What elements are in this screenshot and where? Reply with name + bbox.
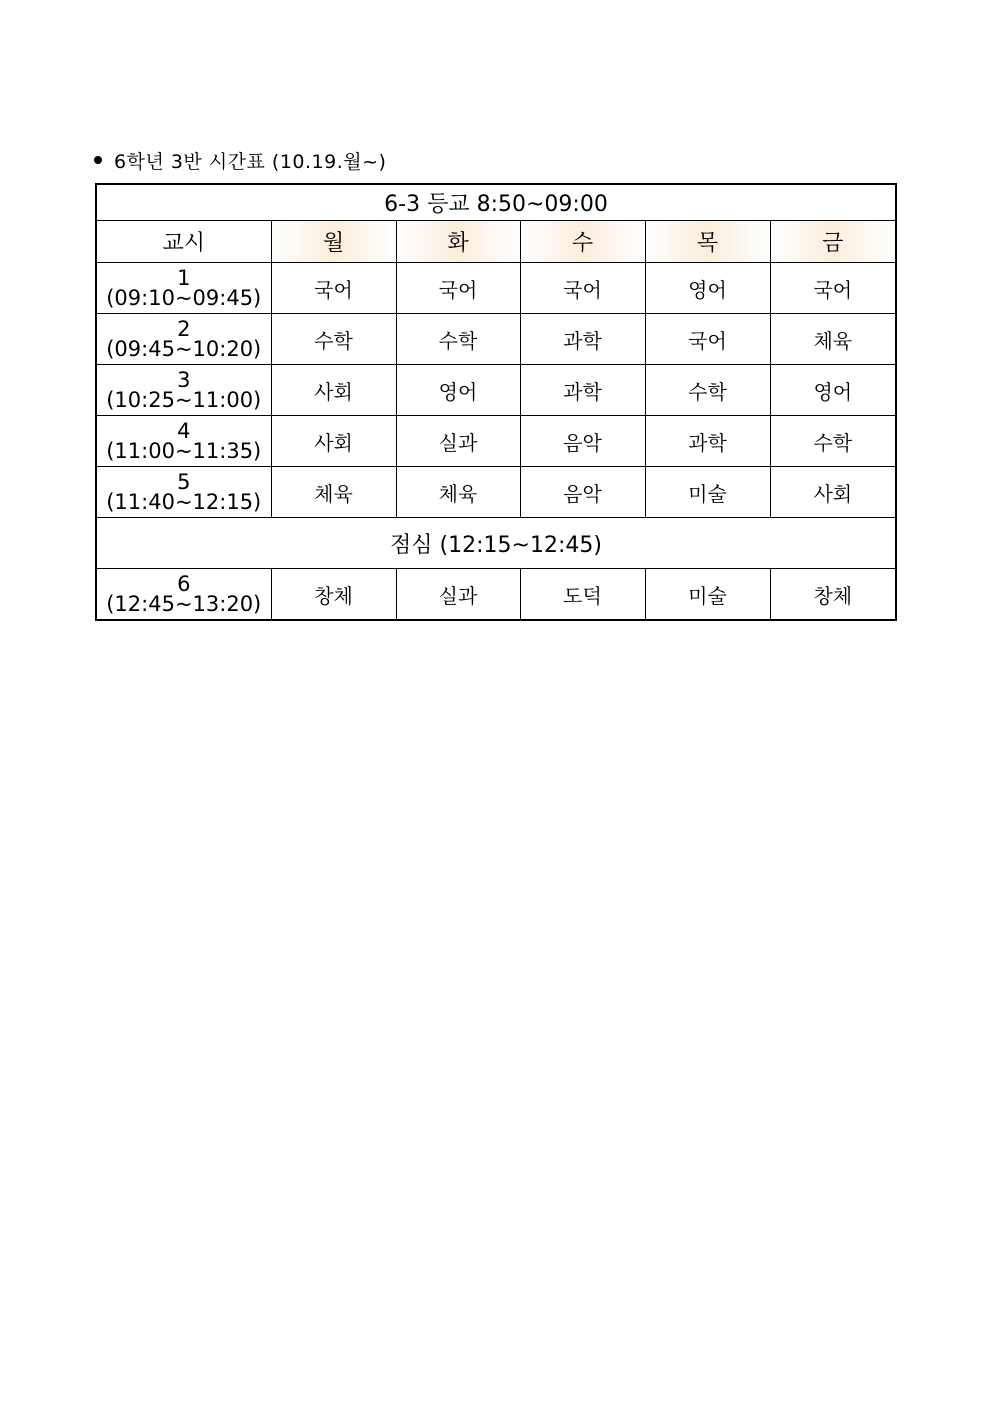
timetable-heading [94,146,386,174]
timetable-title: 6-3 등교 8:50~09:00 [96,184,896,221]
heading-text: 6학년 3반 시간표 (10.19.월~) [114,150,387,173]
timetable [95,183,897,621]
period-label [96,314,271,365]
period-time: (09:10~09:45) [106,286,262,310]
subject-cell: 음악 [520,416,645,467]
lunch-row [96,518,896,569]
subject-cell: 국어 [770,263,896,314]
lunch-label: 점심 (12:15~12:45) [96,518,896,569]
period-number: 3 [177,368,191,392]
period-number: 4 [177,419,191,443]
subject-cell: 체육 [770,314,896,365]
day-header-fri: 금 [770,221,896,263]
period-number: 5 [177,470,191,494]
period-label [96,416,271,467]
subject-cell: 국어 [271,263,396,314]
subject-cell: 수학 [645,365,770,416]
period-row-3 [96,365,896,416]
period-row-4 [96,416,896,467]
day-header-mon: 월 [271,221,396,263]
subject-cell: 창체 [271,569,396,621]
subject-cell: 수학 [396,314,520,365]
day-header-tue: 화 [396,221,520,263]
period-row-1 [96,263,896,314]
period-row-2 [96,314,896,365]
subject-cell: 체육 [271,467,396,518]
period-number: 2 [177,317,191,341]
period-time: (11:40~12:15) [106,490,262,514]
period-label [96,365,271,416]
subject-cell: 사회 [271,365,396,416]
period-time: (09:45~10:20) [106,337,262,361]
subject-cell: 영어 [396,365,520,416]
period-label [96,263,271,314]
period-number: 1 [177,266,191,290]
subject-cell: 과학 [645,416,770,467]
period-label [96,467,271,518]
period-row-5 [96,467,896,518]
title-row [96,184,896,221]
subject-cell: 사회 [770,467,896,518]
subject-cell: 도덕 [520,569,645,621]
day-header-thu: 목 [645,221,770,263]
subject-cell: 국어 [645,314,770,365]
subject-cell: 수학 [271,314,396,365]
period-row-6 [96,569,896,621]
bullet-icon [94,156,102,164]
period-number: 6 [177,572,191,596]
period-time: (10:25~11:00) [106,388,262,412]
period-label [96,569,271,621]
period-header: 교시 [96,221,271,263]
header-row [96,221,896,263]
day-header-wed: 수 [520,221,645,263]
subject-cell: 영어 [770,365,896,416]
subject-cell: 수학 [770,416,896,467]
subject-cell: 미술 [645,569,770,621]
subject-cell: 실과 [396,416,520,467]
subject-cell: 음악 [520,467,645,518]
subject-cell: 과학 [520,365,645,416]
subject-cell: 미술 [645,467,770,518]
subject-cell: 체육 [396,467,520,518]
subject-cell: 창체 [770,569,896,621]
subject-cell: 사회 [271,416,396,467]
subject-cell: 국어 [520,263,645,314]
subject-cell: 실과 [396,569,520,621]
subject-cell: 국어 [396,263,520,314]
subject-cell: 과학 [520,314,645,365]
period-time: (11:00~11:35) [106,439,262,463]
subject-cell: 영어 [645,263,770,314]
period-time: (12:45~13:20) [106,592,262,616]
